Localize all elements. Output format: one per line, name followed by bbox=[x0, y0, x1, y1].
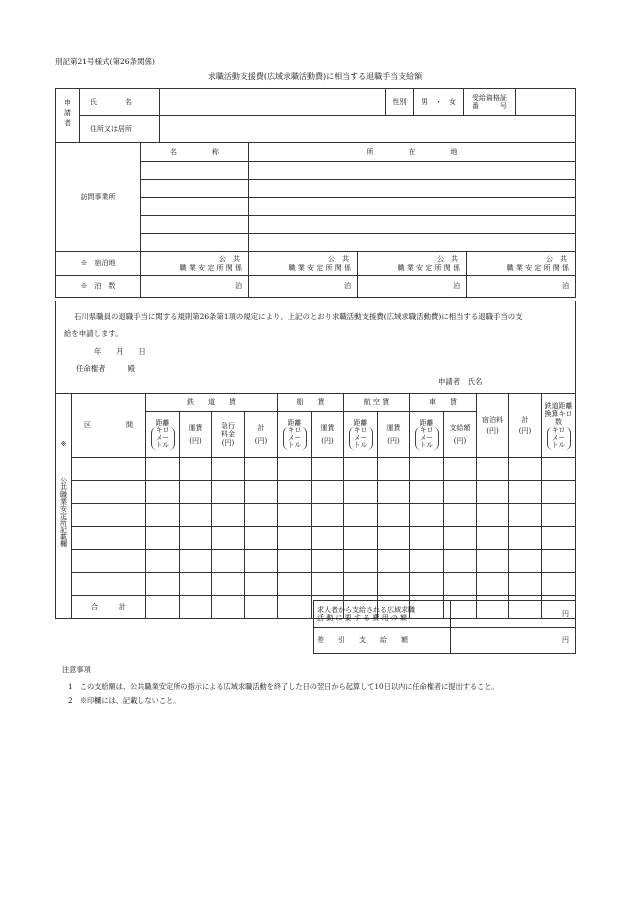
expense-side-label: ※ 公共職業安定所記載欄 bbox=[56, 394, 72, 619]
declaration-date[interactable]: 年 月 日 bbox=[94, 347, 146, 356]
visit-location-cell[interactable] bbox=[249, 198, 576, 216]
ship-distance-col: 距離 キロメートル bbox=[278, 412, 312, 458]
visit-name-cell[interactable] bbox=[141, 180, 249, 198]
nights-cell[interactable]: 泊 bbox=[467, 276, 576, 298]
declaration-text-1: 石川県職員の退職手当に関する規則第26条第1項の規定により、上記のとおり求職活動支援費(広域求職活動費)に相当する退職手当の支 bbox=[74, 312, 523, 321]
applicant-label: 申請者 bbox=[56, 89, 80, 143]
rail-fare-col: 運賃 (円) bbox=[180, 412, 212, 458]
employer-cost-field[interactable]: 円 bbox=[451, 601, 576, 628]
certificate-label: 受給資格証 番 号 bbox=[464, 89, 516, 116]
expense-row bbox=[56, 527, 576, 550]
address-field[interactable] bbox=[160, 116, 576, 143]
visits-section-label: 訪問事業所 bbox=[56, 143, 141, 252]
visits-location-header: 所 在 地 bbox=[249, 143, 576, 162]
rail-distance-header: 鉄道距離換算キロ数 キロメートル bbox=[542, 394, 576, 458]
car-pay-col: 支給額 (円) bbox=[444, 412, 477, 458]
lodging-cell[interactable]: 公 共 職 業 安 定 所 関 係 bbox=[358, 252, 467, 276]
air-fare-col: 運賃 (円) bbox=[378, 412, 410, 458]
note-item-1: 1 この支給額は、公共職業安定所の指示による広域求職活動を終了した日の翌日から起算して10日以内に任命権者に提出すること。 bbox=[68, 682, 499, 691]
summary-table bbox=[313, 600, 576, 654]
car-distance-col: 距離 キロメートル bbox=[410, 412, 444, 458]
expense-table bbox=[55, 393, 576, 619]
nights-label: ※ 泊 数 bbox=[56, 276, 141, 298]
visits-name-header: 名 称 bbox=[141, 143, 249, 162]
air-distance-col: 距離 キロメートル bbox=[344, 412, 378, 458]
visit-location-cell[interactable] bbox=[249, 234, 576, 252]
visit-name-cell[interactable] bbox=[141, 198, 249, 216]
nights-cell[interactable]: 泊 bbox=[141, 276, 249, 298]
expense-row bbox=[56, 573, 576, 596]
section-header: 区 間 bbox=[72, 394, 146, 458]
expense-row bbox=[56, 458, 576, 481]
expense-row bbox=[56, 550, 576, 573]
employer-cost-label: 求人者から支給される広域求職 活 動 に 要 す る 費 用 の 額 bbox=[314, 601, 451, 628]
declaration-signature[interactable]: 申請者 氏名 bbox=[438, 377, 483, 386]
visit-location-cell[interactable] bbox=[249, 162, 576, 180]
declaration-text-2: 給を申請します。 bbox=[64, 329, 123, 338]
visit-name-cell[interactable] bbox=[141, 234, 249, 252]
sum-label: 合 計 bbox=[72, 596, 146, 619]
certificate-number-field[interactable] bbox=[516, 89, 576, 116]
sex-options[interactable]: 男 ・ 女 bbox=[414, 89, 464, 116]
note-item-2: 2 ※印欄には、記載しないこと。 bbox=[68, 696, 181, 705]
declaration-box bbox=[55, 301, 576, 394]
air-header: 航 空 賃 bbox=[344, 394, 410, 412]
expense-row bbox=[56, 504, 576, 527]
visit-name-cell[interactable] bbox=[141, 162, 249, 180]
address-label: 住所又は居所 bbox=[80, 116, 160, 143]
visit-location-cell[interactable] bbox=[249, 180, 576, 198]
ship-header: 船 賃 bbox=[278, 394, 344, 412]
name-label: 氏 名 bbox=[80, 89, 160, 116]
nights-cell[interactable]: 泊 bbox=[249, 276, 358, 298]
lodging-cell[interactable]: 公 共 職 業 安 定 所 関 係 bbox=[141, 252, 249, 276]
name-field[interactable] bbox=[160, 89, 386, 116]
lodging-cell[interactable]: 公 共 職 業 安 定 所 関 係 bbox=[467, 252, 576, 276]
rail-subtotal-col: 計 (円) bbox=[245, 412, 278, 458]
rail-express-col: 急行 料金 (円) bbox=[212, 412, 245, 458]
applicant-table bbox=[55, 88, 576, 143]
lodging-label: ※ 宿泊地 bbox=[56, 252, 141, 276]
nights-cell[interactable]: 泊 bbox=[358, 276, 467, 298]
rail-distance-col: 距離 キロメートル bbox=[146, 412, 180, 458]
deduction-field[interactable]: 円 bbox=[451, 628, 576, 654]
ship-fare-col: 運賃 (円) bbox=[312, 412, 344, 458]
lodging-cell[interactable]: 公 共 職 業 安 定 所 関 係 bbox=[249, 252, 358, 276]
rail-header: 鉄 道 賃 bbox=[146, 394, 278, 412]
expense-row bbox=[56, 481, 576, 504]
lodging-fee-header: 宿泊料 (円) bbox=[477, 394, 509, 458]
form-number: 別記第21号様式(第26条関係) bbox=[55, 57, 155, 66]
declaration-addressee: 任命権者 殿 bbox=[76, 364, 136, 373]
car-header: 車 賃 bbox=[410, 394, 477, 412]
distance-unit-paren: キロメートル bbox=[547, 427, 571, 450]
page-title: 求職活動支援費(広域求職活動費)に相当する退職手当支給額 bbox=[207, 72, 423, 81]
sex-label: 性別 bbox=[386, 89, 414, 116]
visit-name-cell[interactable] bbox=[141, 216, 249, 234]
visits-table bbox=[55, 142, 576, 298]
deduction-label: 差 引 支 給 額 bbox=[314, 628, 451, 654]
visit-location-cell[interactable] bbox=[249, 216, 576, 234]
total-header: 計 (円) bbox=[509, 394, 542, 458]
notes-heading: 注意事項 bbox=[62, 665, 91, 674]
